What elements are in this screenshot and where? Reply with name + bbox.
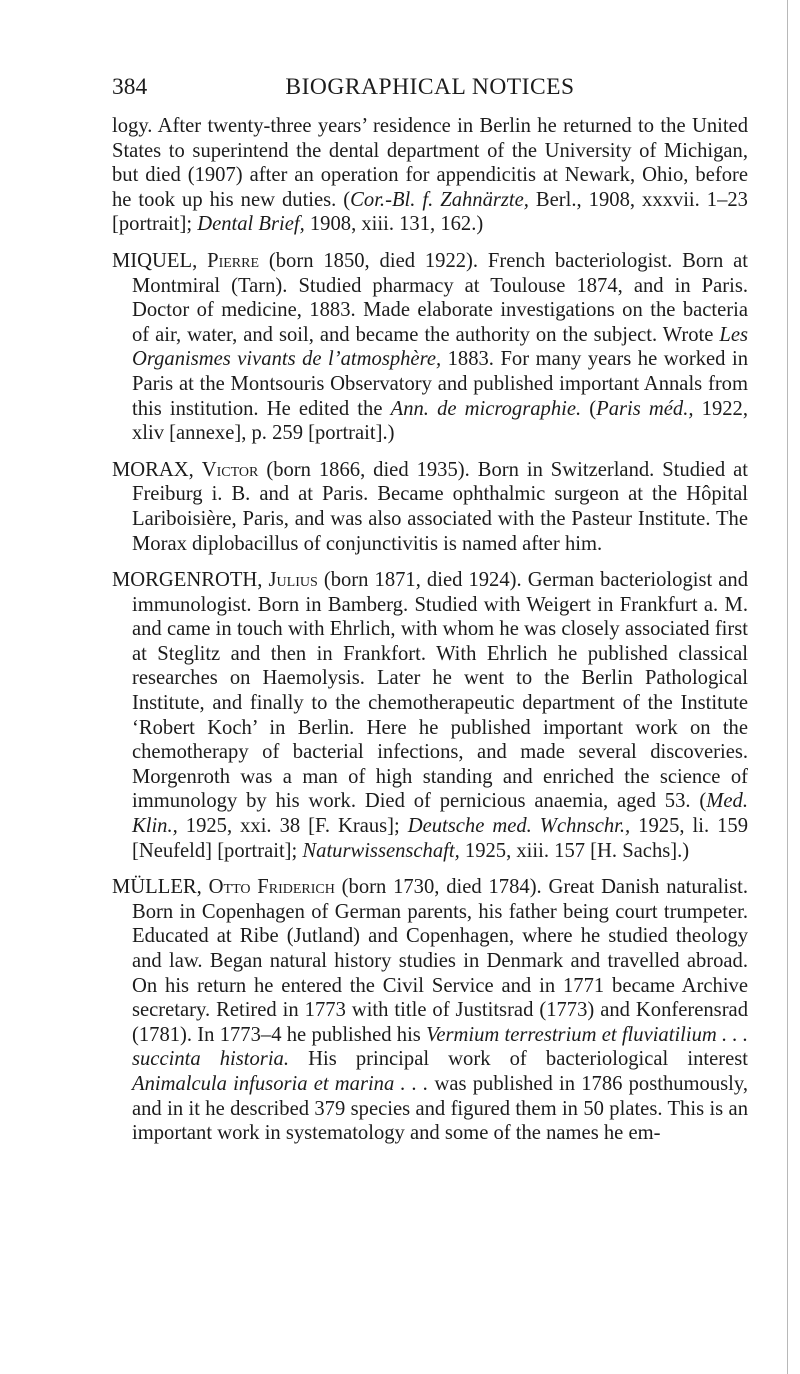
entry-forename: Julius bbox=[268, 569, 318, 592]
entry-surname: MIQUEL, bbox=[112, 249, 198, 272]
entry-forename: Pierre bbox=[207, 249, 260, 272]
work-title: Ann. de micrographie. bbox=[390, 397, 582, 420]
page-body bbox=[112, 114, 748, 1146]
running-title: BIOGRAPHICAL NOTICES bbox=[285, 74, 575, 100]
work-title: Vermium terrestrium et fluviatilium . . . succinta historia. bbox=[132, 1023, 748, 1071]
citation: Cor.-Bl. f. Zahnärzte, bbox=[350, 188, 529, 211]
citation: Med. Klin., bbox=[132, 790, 748, 838]
entry-surname: MORGENROTH, bbox=[112, 569, 263, 592]
entry-miquel: MIQUEL, Pierre (born 1850, died 1922). French bacteriologist. Born at Montmiral (Tarn). Studied pharmacy at Toulouse 1874, and in Paris. Doctor of medicine, 1883. Made elaborate investigations on the bacteria of air, water, and soil, and became the authority on the subject. Wrote Les Organismes vivants de l’atmosphère, 1883. For many years he worked in Paris at the Montsouris Observatory and published important Annals from this institution. He edited the Ann. de micrographie. (Paris méd., 1922, xliv [annexe], p. 259 [portrait].) bbox=[112, 249, 748, 445]
entry-surname: MÜLLER, bbox=[112, 876, 202, 899]
citation: Naturwissenschaft, bbox=[302, 839, 460, 862]
work-title: Animalcula infusoria et marina . . . bbox=[132, 1072, 429, 1095]
citation: Dental Brief, bbox=[197, 213, 305, 236]
entry-forename: Victor bbox=[201, 458, 259, 481]
continuation-paragraph: logy. After twenty-three years’ residence in Berlin he returned to the United States to superintend the dental department of the University of Michigan, but died (1907) after an operation for appendicitis at Newark, Ohio, before he took up his new duties. (Cor.-Bl. f. Zahnärzte, Berl., 1908, xxxvii. 1–23 [portrait]; Dental Brief, 1908, xiii. 131, 162.) bbox=[112, 115, 748, 236]
entry-muller: MÜLLER, Otto Friderich (born 1730, died 1784). Great Danish naturalist. Born in Copenhagen of German parents, his father being court trumpeter. Educated at Ribe (Jutland) and Copenhagen, where he studied theology and law. Began natural history studies in Denmark and travelled abroad. On his return he entered the Civil Service and in 1771 became Archive secretary. Retired in 1773 with title of Justitsrad (1773) and Konferensrad (1781). In 1773–4 he published his Vermium terrestrium et fluviatilium . . . succinta historia. His principal work of bacteriological interest Animalcula infusoria et marina . . . was published in 1786 posthumously, and in it he described 379 species and figured them in 50 plates. This is an important work in systematology and some of the names he em- bbox=[112, 876, 749, 1145]
entry-forename: Otto Friderich bbox=[208, 876, 335, 899]
entry-morax: MORAX, Victor (born 1866, died 1935). Born in Switzerland. Studied at Freiburg i. B. and at Paris. Became ophthalmic surgeon at the Hôpital Lariboisière, Paris, and was also associated with the Pasteur Institute. The Morax diplobacillus of conjunctivitis is named after him. bbox=[112, 458, 748, 555]
entry-morgenroth: MORGENROTH, Julius (born 1871, died 1924). German bacteriologist and immunologist. Born in Bamberg. Studied with Weigert in Frankfurt a. M. and came in touch with Ehrlich, with whom he was closely associated first at Steglitz and then in Frankfort. With Ehrlich he published classical researches on Haemolysis. Later he went to the Berlin Pathological Institute, and finally to the chemotherapeutic department of the Institute ‘Robert Koch’ in Berlin. Here he published important work on the chemotherapy of bacterial infections, and made several discoveries. Morgenroth was a man of high standing and enriched the science of immunology by his work. Died of pernicious anaemia, aged 53. (Med. Klin., 1925, xxi. 38 [F. Kraus]; Deutsche med. Wchnschr., 1925, li. 159 [Neufeld] [portrait]; Naturwissenschaft, 1925, xiii. 157 [H. Sachs].) bbox=[112, 569, 749, 862]
citation: Paris méd., bbox=[596, 397, 694, 420]
entry-surname: MORAX, bbox=[112, 458, 194, 481]
page-header bbox=[112, 74, 748, 106]
work-title: Les Organismes vivants de l’atmosphère, bbox=[132, 323, 748, 371]
citation: Deutsche med. Wchnschr., bbox=[407, 815, 631, 838]
page-number: 384 bbox=[112, 74, 148, 100]
page-edge-line bbox=[787, 0, 788, 1374]
